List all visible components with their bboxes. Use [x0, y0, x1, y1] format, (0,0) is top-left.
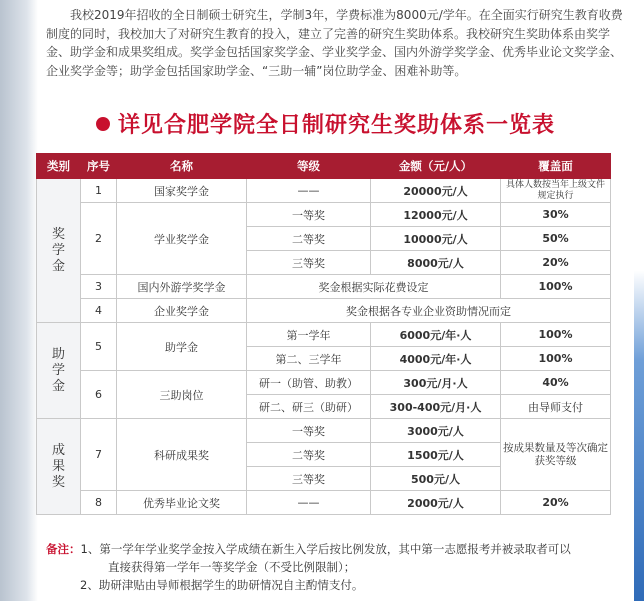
- row-coverage: 100%: [501, 275, 611, 299]
- row-level: 一等奖: [247, 203, 371, 227]
- row-name: 企业奖学金: [117, 299, 247, 323]
- row-coverage: 由导师支付: [501, 395, 611, 419]
- row-coverage: 100%: [501, 323, 611, 347]
- row-level: 二等奖: [247, 443, 371, 467]
- row-level: 二等奖: [247, 227, 371, 251]
- row-level: 一等奖: [247, 419, 371, 443]
- row-name: 学业奖学金: [117, 203, 247, 275]
- row-name: 国家奖学金: [117, 179, 247, 203]
- row-number: 6: [81, 371, 117, 419]
- row-coverage: 50%: [501, 227, 611, 251]
- header-category: 类别: [37, 154, 81, 179]
- table-row: [37, 491, 611, 515]
- aid-system-table: [36, 153, 611, 515]
- row-amount: 1500元/人: [371, 443, 501, 467]
- row-amount: 300-400元/月·人: [371, 395, 501, 419]
- table-row: [37, 203, 611, 227]
- note-line-1b: 直接获得第一学年一等奖学金（不受比例限制）；: [108, 560, 356, 574]
- category-achievement: 成果奖: [37, 419, 81, 515]
- intro-paragraph: 我校2019年招收的全日制硕士研究生，学制3年，学费标准为8000元/学年。在全面实行研究生教育收费制度的同时，我校加大了对研究生教育的投入，建立了完善的研究生奖助体系。我校研究生奖助体系由奖学金、助学金和成果奖组成。奖学金包括国家奖学金、学业奖学金、国内外游学奖学金、优秀毕业论文奖学金、企业奖学金等；助学金包括国家助学金、“三助一辅”岗位助学金、困难补助等。: [46, 8, 623, 78]
- notes-block: [46, 540, 626, 594]
- header-number: 序号: [81, 154, 117, 179]
- header-level: 等级: [247, 154, 371, 179]
- note-1-text: 1、第一学年学业奖学金按入学成绩在新生入学后按比例发放，其中第一志愿报考并被录取者可以: [80, 542, 571, 556]
- row-coverage: 20%: [501, 251, 611, 275]
- row-coverage: 20%: [501, 491, 611, 515]
- row-amount: 3000元/人: [371, 419, 501, 443]
- row-number: 2: [81, 203, 117, 275]
- table-row: [37, 299, 611, 323]
- row-name: 三助岗位: [117, 371, 247, 419]
- header-name: 名称: [117, 154, 247, 179]
- row-coverage: 40%: [501, 371, 611, 395]
- bullet-dot-icon: [96, 117, 110, 131]
- header-amount: 金额（元/人）: [371, 154, 501, 179]
- row-level: ——: [247, 179, 371, 203]
- category-scholarship: 奖学金: [37, 179, 81, 323]
- row-number: 5: [81, 323, 117, 371]
- row-coverage: 具体人数按当年上级文件规定执行: [501, 179, 611, 203]
- category-grant: 助学金: [37, 323, 81, 419]
- row-coverage: 30%: [501, 203, 611, 227]
- row-level: 三等奖: [247, 251, 371, 275]
- row-amount: 20000元/人: [371, 179, 501, 203]
- note-line-1: [46, 540, 626, 558]
- row-amount: 500元/人: [371, 467, 501, 491]
- row-level: 三等奖: [247, 467, 371, 491]
- section-title: [96, 108, 596, 139]
- row-name: 科研成果奖: [117, 419, 247, 491]
- row-amount: 奖金根据各专业企业资助情况而定: [247, 299, 611, 323]
- row-number: 3: [81, 275, 117, 299]
- row-amount: 6000元/年·人: [371, 323, 501, 347]
- row-name: 助学金: [117, 323, 247, 371]
- row-level: 研一（助管、助教）: [247, 371, 371, 395]
- table-row: [37, 419, 611, 443]
- row-amount: 10000元/人: [371, 227, 501, 251]
- section-title-text: 详见合肥学院全日制研究生奖助体系一览表: [118, 113, 556, 138]
- note-line-2: 2、助研津贴由导师根据学生的助研情况自主酌情支付。: [80, 578, 364, 592]
- table-row: [37, 275, 611, 299]
- row-number: 1: [81, 179, 117, 203]
- table-row: [37, 371, 611, 395]
- row-amount: 4000元/年·人: [371, 347, 501, 371]
- row-level: 研二、研三（助研）: [247, 395, 371, 419]
- row-amount: 2000元/人: [371, 491, 501, 515]
- row-amount: 300元/月·人: [371, 371, 501, 395]
- row-name: 优秀毕业论文奖: [117, 491, 247, 515]
- right-decorative-accent: [634, 0, 644, 601]
- row-level: ——: [247, 491, 371, 515]
- row-level: 第一学年: [247, 323, 371, 347]
- notes-label: 备注：: [46, 542, 81, 556]
- row-number: 4: [81, 299, 117, 323]
- row-amount: 8000元/人: [371, 251, 501, 275]
- row-name: 国内外游学奖学金: [117, 275, 247, 299]
- row-amount: 奖金根据实际花费设定: [247, 275, 501, 299]
- table-row: [37, 179, 611, 203]
- table-row: [37, 323, 611, 347]
- row-number: 7: [81, 419, 117, 491]
- left-decorative-band: [0, 0, 38, 601]
- table-header-row: [37, 154, 611, 179]
- row-level: 第二、三学年: [247, 347, 371, 371]
- row-amount: 12000元/人: [371, 203, 501, 227]
- row-coverage: 100%: [501, 347, 611, 371]
- row-number: 8: [81, 491, 117, 515]
- row-coverage: 按成果数量及等次确定获奖等级: [501, 419, 611, 491]
- header-coverage: 覆盖面: [501, 154, 611, 179]
